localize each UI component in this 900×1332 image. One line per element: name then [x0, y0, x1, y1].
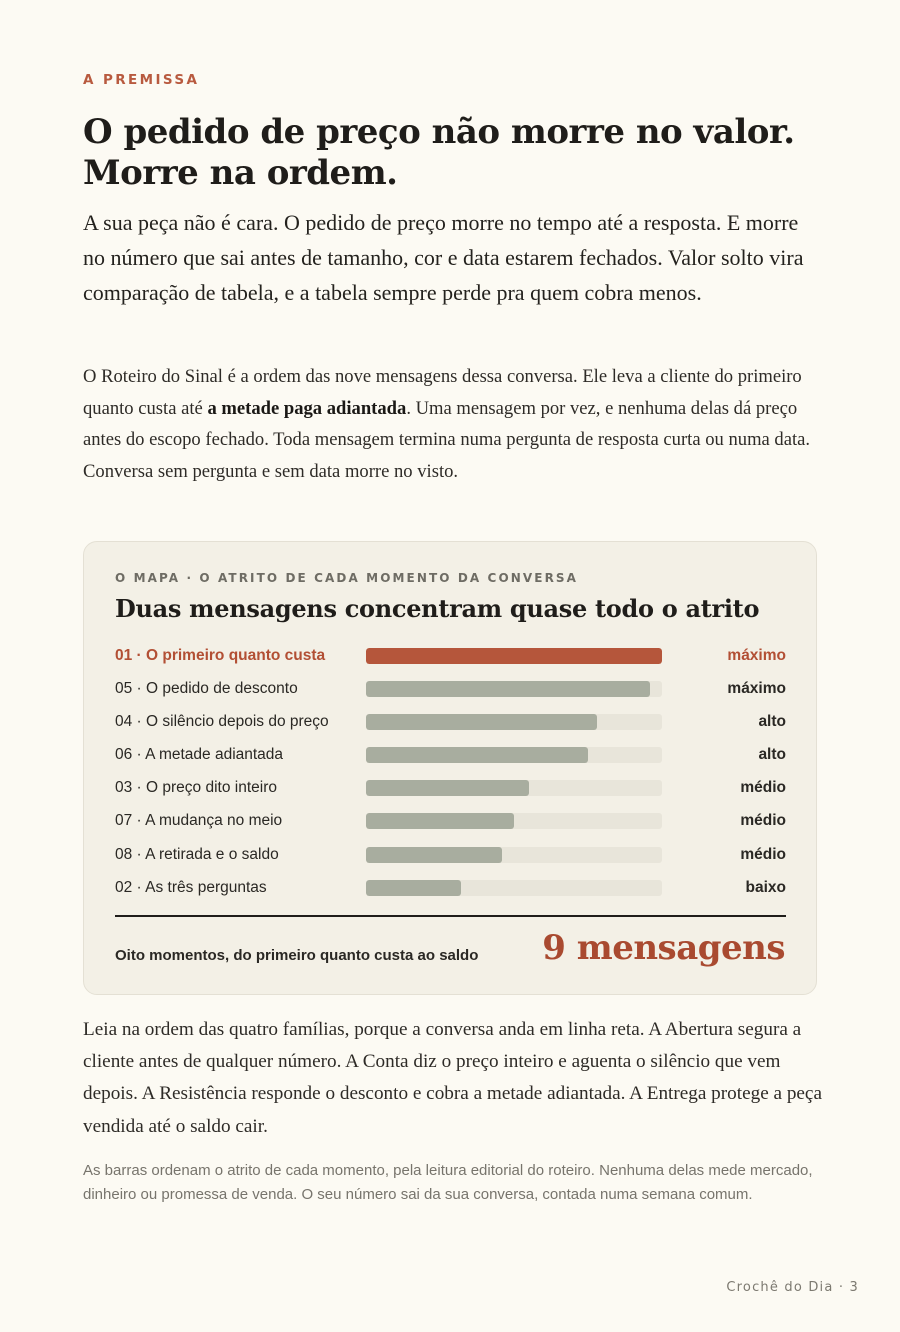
chart-row	[115, 645, 786, 678]
chart-row	[115, 711, 786, 744]
chart-row-label: 06 · A metade adiantada	[115, 746, 284, 764]
chart-row-label: 05 · O pedido de desconto	[115, 680, 298, 698]
chart-row	[115, 678, 786, 711]
chart-row-label: 08 · A retirada e o saldo	[115, 845, 279, 863]
section-eyebrow: A PREMISSA	[83, 72, 200, 88]
chart-bar	[366, 780, 529, 796]
chart-bar-track	[366, 880, 662, 896]
chart-row-label: 03 · O preço dito inteiro	[115, 779, 277, 797]
chart-row-level: baixo	[745, 878, 786, 896]
chart-bar-track	[366, 648, 662, 664]
card-total-messages: 9 mensagens	[542, 928, 785, 968]
chart-row-label: 04 · O silêncio depois do preço	[115, 713, 329, 731]
chart-bar-track	[366, 681, 662, 697]
chart-bar	[366, 681, 650, 697]
chart-bar	[366, 747, 588, 763]
body-paragraph-2	[83, 361, 819, 487]
chart-bar	[366, 648, 662, 664]
chart-bar-track	[366, 747, 662, 763]
chart-row-level: máximo	[727, 680, 786, 698]
friction-bar-chart	[115, 645, 786, 910]
footnote: As barras ordenam o atrito de cada momento, pela leitura editorial do roteiro. Nenhuma delas mede mercado, dinheiro ou promessa de venda. O seu número sai da sua conversa, contada numa semana comum.	[83, 1162, 813, 1203]
card-eyebrow: O MAPA · O ATRITO DE CADA MOMENTO DA CONVERSA	[115, 571, 579, 585]
page-title	[83, 112, 823, 194]
p2-bold-text: a metade paga adiantada	[207, 397, 407, 419]
card-footer-label: Oito momentos, do primeiro quanto custa ao saldo	[115, 947, 479, 964]
chart-row	[115, 810, 786, 843]
chart-row-level: médio	[740, 812, 786, 830]
chart-row	[115, 844, 786, 877]
chart-row-level: médio	[740, 779, 786, 797]
chart-bar	[366, 714, 597, 730]
chart-bar-track	[366, 847, 662, 863]
chart-row-level: máximo	[727, 647, 786, 664]
card-divider	[115, 915, 786, 917]
chart-bar-track	[366, 780, 662, 796]
title-line-1: O pedido de preço não morre no valor.	[83, 112, 795, 152]
page-footer: Crochê do Dia · 3	[726, 1280, 859, 1295]
card-title: Duas mensagens concentram quase todo o atrito	[115, 594, 760, 623]
chart-row	[115, 877, 786, 910]
chart-row-level: alto	[758, 713, 786, 731]
title-line-2: Morre na ordem.	[83, 153, 398, 193]
lead-paragraph: A sua peça não é cara. O pedido de preço morre no tempo até a resposta. E morre no número que sai antes de tamanho, cor e data estarem fechados. Valor solto vira comparação de tabela, e a tabela sempre perde pra quem cobra menos.	[83, 210, 804, 305]
chart-row-label: 01 · O primeiro quanto custa	[115, 647, 326, 664]
friction-map-card	[83, 541, 817, 995]
chart-row-label: 07 · A mudança no meio	[115, 812, 283, 830]
chart-row	[115, 777, 786, 810]
chart-row	[115, 744, 786, 777]
chart-row-level: alto	[758, 746, 786, 764]
chart-bar	[366, 880, 461, 896]
p2-text-before: O Roteiro do Sinal é a ordem das nove mensagens dessa conversa. Ele leva a cliente do primeiro quanto custa até	[83, 366, 802, 419]
chart-row-level: médio	[740, 845, 786, 863]
chart-bar	[366, 847, 502, 863]
chart-bar	[366, 813, 514, 829]
chart-row-label: 02 · As três perguntas	[115, 878, 267, 896]
chart-bar-track	[366, 813, 662, 829]
chart-bar-track	[366, 714, 662, 730]
body-paragraph-3: Leia na ordem das quatro famílias, porque a conversa anda em linha reta. A Abertura segura a cliente antes de qualquer número. A Conta diz o preço inteiro e aguenta o silêncio que vem depois. A Resistência responde o desconto e cobra a metade adiantada. A Entrega protege a peça vendida até o saldo cair.	[83, 1019, 822, 1137]
p2-text-after: . Uma mensagem por vez, e nenhuma delas dá preço antes do escopo fechado. Toda mensagem termina numa pergunta de resposta curta ou numa data. Conversa sem pergunta e sem data morre no visto.	[83, 397, 811, 482]
